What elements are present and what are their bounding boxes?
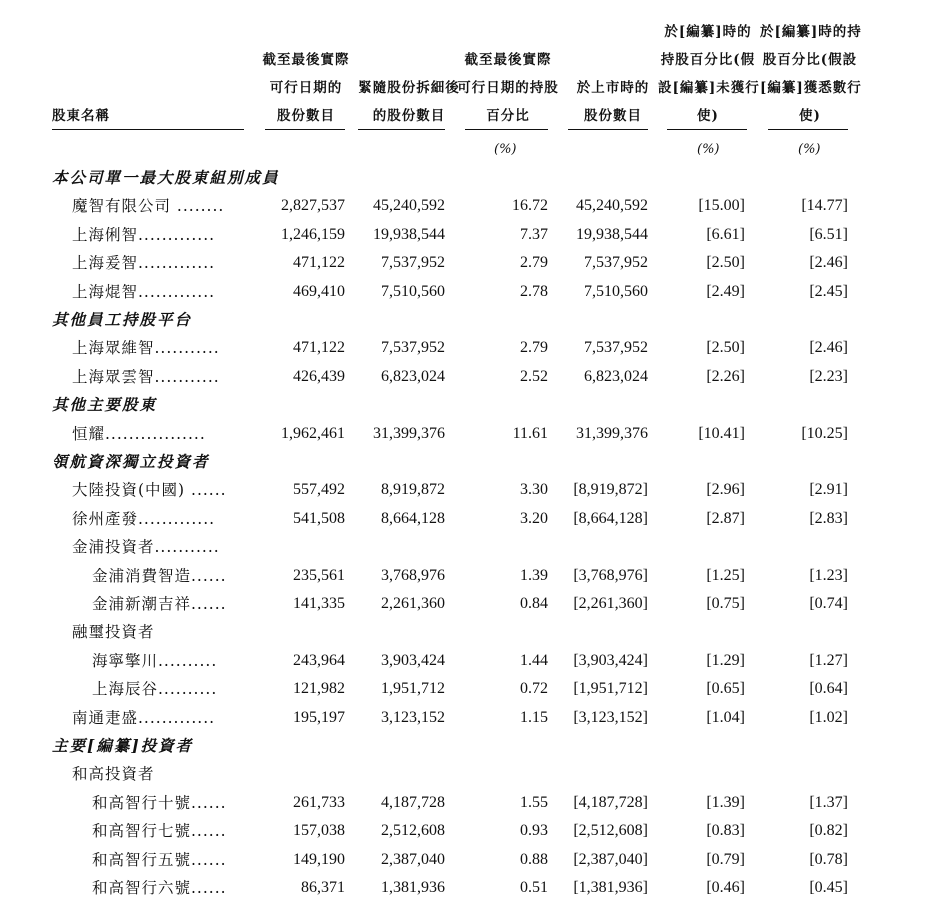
- cell-value: [14.77]: [801, 197, 848, 215]
- shareholder-name: 南通疌盛.............: [72, 708, 216, 727]
- cell-value: [3,123,152]: [573, 708, 648, 726]
- cell-value: 7,537,952: [381, 339, 445, 357]
- cell-value: 0.93: [520, 822, 548, 840]
- section-title: 本公司單一最大股東組別成員: [52, 168, 280, 187]
- cell-value: 1,962,461: [281, 424, 345, 442]
- table-row: [0, 647, 930, 675]
- table-row: [0, 533, 930, 561]
- cell-value: 2,827,537: [281, 197, 345, 215]
- cell-value: [2.45]: [809, 282, 848, 300]
- unit-percent: (%): [798, 142, 821, 157]
- shareholder-name: 大陸投資(中國) ......: [72, 481, 227, 500]
- cell-value: [1,381,936]: [573, 879, 648, 896]
- shareholder-name: 徐州產發.............: [72, 509, 216, 528]
- shareholder-name: 上海俐智.............: [72, 225, 216, 244]
- shareholder-name: 金浦新潮吉祥......: [92, 595, 227, 613]
- table-row: [0, 789, 930, 817]
- cell-value: [2.91]: [809, 481, 848, 499]
- cell-value: 149,190: [293, 850, 345, 868]
- shareholder-name: 上海爰智.............: [72, 254, 216, 273]
- cell-value: 2,387,040: [381, 850, 445, 868]
- cell-value: [2.49]: [706, 282, 745, 300]
- shareholder-name: 上海眾雲智...........: [72, 367, 220, 386]
- section-heading-row: [0, 164, 930, 192]
- cell-value: 11.61: [512, 424, 548, 442]
- cell-value: [1.04]: [706, 708, 745, 726]
- shareholder-name: 金浦投資者...........: [72, 538, 220, 557]
- cell-value: [1.37]: [809, 793, 848, 811]
- cell-value: 0.88: [520, 850, 548, 868]
- cell-value: [3,768,976]: [573, 566, 648, 584]
- cell-value: [0.64]: [809, 680, 848, 698]
- cell-value: [6.61]: [706, 225, 745, 243]
- header-rule: [568, 129, 648, 130]
- shareholder-name: 和高智行七號......: [92, 822, 227, 841]
- section-title: 其他員工持股平台: [52, 310, 193, 329]
- cell-value: 8,664,128: [381, 509, 445, 527]
- table-row: [0, 363, 930, 391]
- cell-value: 541,508: [293, 509, 345, 527]
- header-pct-option-not-exercised: 於[編纂]時的 持股百分比(假 設[編纂]未獲行 使): [658, 24, 760, 124]
- header-rule: [52, 129, 244, 130]
- cell-value: [4,187,728]: [573, 793, 648, 811]
- cell-value: 8,919,872: [381, 481, 445, 499]
- cell-value: 86,371: [301, 879, 345, 896]
- unit-percent: (%): [494, 142, 517, 157]
- cell-value: 2,261,360: [381, 595, 445, 612]
- section-title: 領航資深獨立投資者: [52, 452, 210, 471]
- header-shares-at-lpd: 截至最後實際 可行日期的 股份數目: [262, 52, 350, 124]
- section-heading-row: [0, 306, 930, 334]
- header-rule: [768, 129, 848, 130]
- section-heading-row: [0, 448, 930, 476]
- cell-value: 0.72: [520, 680, 548, 698]
- cell-value: 3.20: [520, 509, 548, 527]
- table-row: [0, 505, 930, 533]
- cell-value: 19,938,544: [576, 225, 648, 243]
- cell-value: 1,246,159: [281, 225, 345, 243]
- header-pct-option-fully-exercised: 於[編纂]時的持 股百分比(假設 [編纂]獲悉數行 使): [760, 24, 862, 124]
- cell-value: [2,387,040]: [573, 850, 648, 868]
- table-row: [0, 334, 930, 362]
- shareholder-name: 和高智行五號......: [92, 850, 227, 869]
- cell-value: 195,197: [293, 708, 345, 726]
- shareholder-name: 和高智行六號......: [92, 879, 227, 897]
- cell-value: [2.26]: [706, 367, 745, 385]
- table-row: [0, 192, 930, 220]
- header-shares-after-subdivision: 緊隨股份拆細後 的股份數目: [358, 80, 460, 124]
- table-row: [0, 249, 930, 277]
- cell-value: [0.79]: [706, 850, 745, 868]
- cell-value: [1.25]: [706, 566, 745, 584]
- cell-value: 1.44: [520, 651, 548, 669]
- table-row: [0, 760, 930, 788]
- header-rule: [667, 129, 747, 130]
- cell-value: [2.50]: [706, 339, 745, 357]
- cell-value: [0.78]: [809, 850, 848, 868]
- cell-value: 469,410: [293, 282, 345, 300]
- shareholder-name: 和高投資者: [72, 765, 155, 784]
- cell-value: [2.46]: [809, 254, 848, 272]
- cell-value: 2.79: [520, 254, 548, 272]
- table-row: [0, 846, 930, 874]
- cell-value: [3,903,424]: [573, 651, 648, 669]
- cell-value: 141,335: [293, 595, 345, 612]
- section-title: 主要[編纂]投資者: [52, 736, 194, 755]
- cell-value: [2.50]: [706, 254, 745, 272]
- cell-value: [2.23]: [809, 367, 848, 385]
- cell-value: 45,240,592: [373, 197, 445, 215]
- cell-value: [8,664,128]: [573, 509, 648, 527]
- table-row: [0, 420, 930, 448]
- cell-value: 557,492: [293, 481, 345, 499]
- table-row: [0, 618, 930, 646]
- cell-value: 0.84: [520, 595, 548, 612]
- cell-value: 1,381,936: [381, 879, 445, 896]
- header-rule: [465, 129, 548, 130]
- cell-value: [1,951,712]: [573, 680, 648, 698]
- cell-value: 471,122: [293, 254, 345, 272]
- cell-value: [0.65]: [706, 680, 745, 698]
- table-row: [0, 278, 930, 306]
- table-row: [0, 562, 930, 590]
- cell-value: [2.46]: [809, 339, 848, 357]
- cell-value: 2.79: [520, 339, 548, 357]
- cell-value: [0.83]: [706, 822, 745, 840]
- cell-value: 7,537,952: [584, 254, 648, 272]
- table-row: [0, 221, 930, 249]
- header-percentage-at-lpd: 截至最後實際 可行日期的持股 百分比: [457, 52, 559, 124]
- cell-value: 426,439: [293, 367, 345, 385]
- shareholder-name: 上海焜智.............: [72, 282, 216, 301]
- cell-value: [1.02]: [809, 708, 848, 726]
- cell-value: 16.72: [512, 197, 548, 215]
- cell-value: 1.55: [520, 793, 548, 811]
- cell-value: 1,951,712: [381, 680, 445, 698]
- cell-value: 7.37: [520, 225, 548, 243]
- cell-value: 2.52: [520, 367, 548, 385]
- header-rule: [265, 129, 345, 130]
- cell-value: [2.87]: [706, 509, 745, 527]
- table-row: [0, 817, 930, 845]
- table-row: [0, 704, 930, 732]
- cell-value: [10.41]: [698, 424, 745, 442]
- cell-value: 3,903,424: [381, 651, 445, 669]
- cell-value: 7,537,952: [381, 254, 445, 272]
- cell-value: [1.39]: [706, 793, 745, 811]
- cell-value: [2,512,608]: [573, 822, 648, 840]
- cell-value: 2,512,608: [381, 822, 445, 840]
- cell-value: [1.27]: [809, 651, 848, 669]
- cell-value: 3.30: [520, 481, 548, 499]
- cell-value: 2.78: [520, 282, 548, 300]
- shareholder-name: 恒耀.................: [72, 424, 206, 443]
- cell-value: 157,038: [293, 822, 345, 840]
- header-shares-at-listing: 於上市時的 股份數目: [576, 80, 650, 124]
- unit-percent: (%): [697, 142, 720, 157]
- cell-value: 3,768,976: [381, 566, 445, 584]
- cell-value: [1.23]: [809, 566, 848, 584]
- cell-value: 235,561: [293, 566, 345, 584]
- cell-value: 121,982: [293, 680, 345, 698]
- section-title: 其他主要股東: [52, 395, 158, 415]
- shareholder-name: 和高智行十號......: [92, 793, 227, 812]
- shareholder-name: 金浦消費智造......: [92, 566, 227, 585]
- cell-value: 3,123,152: [381, 708, 445, 726]
- section-heading-row: [0, 391, 930, 419]
- cell-value: 261,733: [293, 793, 345, 811]
- cell-value: 45,240,592: [576, 197, 648, 215]
- cell-value: 243,964: [293, 651, 345, 669]
- shareholder-name: 上海辰谷..........: [92, 680, 218, 699]
- cell-value: [0.45]: [809, 879, 848, 896]
- table-row: [0, 874, 930, 902]
- cell-value: [6.51]: [809, 225, 848, 243]
- cell-value: [15.00]: [698, 197, 745, 215]
- cell-value: [2.96]: [706, 481, 745, 499]
- cell-value: [8,919,872]: [573, 481, 648, 499]
- shareholder-name: 上海眾維智...........: [72, 339, 220, 358]
- table-row: [0, 590, 930, 618]
- cell-value: [2,261,360]: [573, 595, 648, 612]
- cell-value: 1.39: [520, 566, 548, 584]
- cell-value: [0.82]: [809, 822, 848, 840]
- cell-value: [10.25]: [801, 424, 848, 442]
- cell-value: [1.29]: [706, 651, 745, 669]
- table-row: [0, 476, 930, 504]
- cell-value: [2.83]: [809, 509, 848, 527]
- cell-value: 6,823,024: [381, 367, 445, 385]
- shareholder-name: 魔智有限公司 ........: [72, 197, 225, 216]
- shareholder-name: 海寧擎川..........: [92, 651, 218, 670]
- cell-value: [0.74]: [809, 595, 848, 612]
- cell-value: 1.15: [520, 708, 548, 726]
- cell-value: 31,399,376: [373, 424, 445, 442]
- cell-value: 0.51: [520, 879, 548, 896]
- cell-value: 471,122: [293, 339, 345, 357]
- section-heading-row: [0, 732, 930, 760]
- cell-value: 7,510,560: [584, 282, 648, 300]
- header-shareholder-name: 股東名稱: [52, 108, 110, 124]
- cell-value: 4,187,728: [381, 793, 445, 811]
- cell-value: 6,823,024: [584, 367, 648, 385]
- cell-value: 31,399,376: [576, 424, 648, 442]
- table-row: [0, 675, 930, 703]
- shareholder-name: 融璽投資者: [72, 623, 155, 642]
- cell-value: 7,510,560: [381, 282, 445, 300]
- cell-value: 7,537,952: [584, 339, 648, 357]
- cell-value: 19,938,544: [373, 225, 445, 243]
- header-rule: [358, 129, 445, 130]
- cell-value: [0.46]: [706, 879, 745, 896]
- cell-value: [0.75]: [706, 595, 745, 612]
